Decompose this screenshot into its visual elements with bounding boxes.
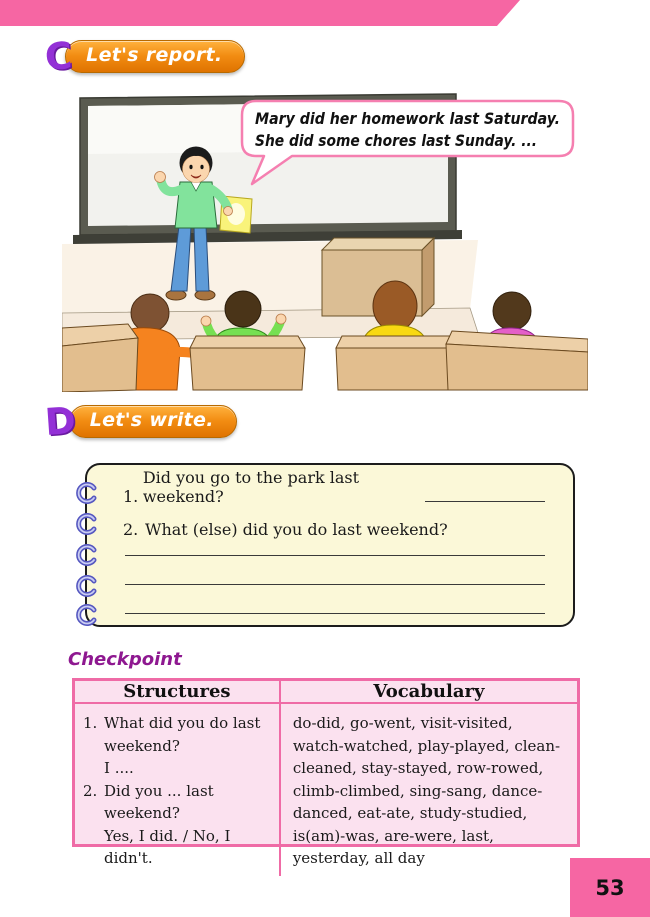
spiral-ring-icon — [75, 543, 99, 567]
section-report — [43, 34, 245, 79]
write-notebook — [85, 463, 575, 627]
report-label: Let's report. — [65, 40, 245, 73]
structure-2-question: Did you ... last weekend? — [104, 781, 214, 822]
classroom-scene-svg — [62, 88, 588, 392]
structure-2-answer: Yes, I did. / No, I didn't. — [104, 826, 231, 867]
desk-3 — [336, 336, 458, 390]
question-2 — [123, 515, 547, 539]
bubble-line-1: Mary did her homework last Saturday. — [255, 109, 560, 128]
checkpoint-table — [72, 678, 580, 867]
desk-4 — [446, 331, 588, 390]
checkpoint-table-body — [75, 704, 577, 876]
hand — [201, 316, 211, 326]
boy-face — [183, 156, 210, 183]
header-vocabulary: Vocabulary — [373, 681, 485, 702]
hand — [155, 172, 166, 183]
write-label: Let's write. — [69, 405, 237, 438]
desk-2 — [190, 336, 305, 390]
desk-1 — [62, 324, 138, 392]
hair — [493, 292, 531, 330]
hair — [131, 294, 169, 332]
hair — [225, 291, 261, 327]
question-1 — [123, 468, 547, 506]
bubble-line-2: She did some chores last Sunday. ... — [255, 131, 537, 150]
page-number: 53 — [595, 875, 625, 900]
jeans — [194, 226, 209, 291]
structure-1-answer: I .... — [104, 759, 134, 777]
answer-blank-line — [125, 539, 545, 556]
question-2-number: 2. — [123, 520, 139, 539]
vocabulary-cell: do-did, go-went, visit-visited, watch-watched, play-played, clean-cleaned, stay-stayed, row-rowed, climb-climbed, sing-sang, dance-danced, eat-ate, study-studied, is(am)-was, are-were, last, yesterday, all day — [292, 714, 561, 867]
page-number-badge — [570, 858, 650, 917]
eye — [189, 165, 192, 169]
spiral-ring-icon — [75, 603, 99, 627]
hair — [373, 281, 417, 331]
checkpoint-title: Checkpoint — [68, 649, 182, 670]
structure-1-question: What did you do last weekend? — [104, 714, 261, 755]
hand — [276, 314, 286, 324]
section-write — [43, 398, 237, 445]
question-2-text: What (else) did you do last weekend? — [145, 520, 448, 539]
answer-blank-line — [125, 556, 545, 585]
spiral-ring-icon — [75, 574, 99, 598]
section-letter-c: C — [43, 34, 74, 79]
header-structures: Structures — [75, 681, 281, 702]
answer-blank-line — [125, 585, 545, 614]
structures-cell — [75, 704, 281, 876]
question-1-text: Did you go to the park last weekend? — [142, 468, 360, 506]
question-1-answer-blank — [425, 501, 545, 502]
spiral-ring-icon — [75, 512, 99, 536]
classroom-illustration — [62, 88, 588, 392]
section-letter-d: D — [43, 398, 78, 445]
structure-item-2: 2. Did you ... last weekend? Yes, I did. / No, I didn't. — [83, 780, 275, 870]
structure-item-1: 1. What did you do last weekend? I .... — [83, 712, 275, 780]
spiral-ring-icon — [75, 481, 99, 505]
top-band-decoration — [0, 0, 650, 26]
hand — [224, 207, 233, 216]
eye — [200, 165, 203, 169]
checkpoint-table-header — [75, 681, 577, 704]
question-1-number: 1. — [123, 487, 139, 506]
